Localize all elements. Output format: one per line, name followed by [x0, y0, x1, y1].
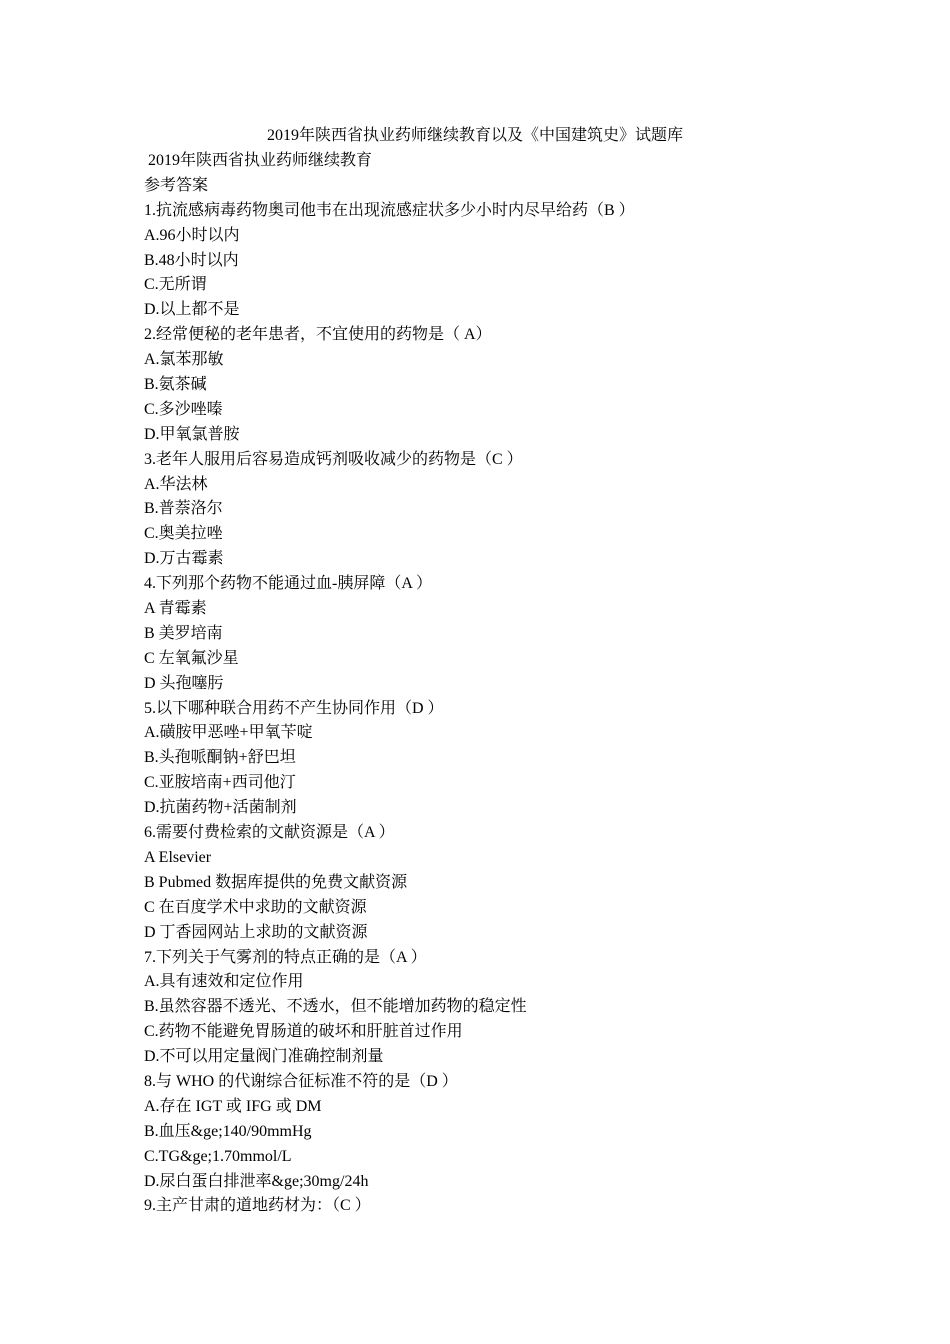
- question-text: 7.下列关于气雾剂的特点正确的是（A ）: [144, 948, 427, 966]
- option-text: C.TG&ge;1.70mmol/L: [144, 1147, 292, 1165]
- option-text: B.头孢哌酮钠+舒巴坦: [144, 749, 296, 767]
- question-text: 1.抗流感病毒药物奥司他韦在出现流感症状多少小时内尽早给药（B ）: [144, 201, 635, 219]
- option-text: C.亚胺培南+西司他汀: [144, 774, 296, 792]
- option-text: C.药物不能避免胃肠道的破坏和肝脏首过作用: [144, 1023, 463, 1041]
- question-text: 9.主产甘肃的道地药材为：（C ）: [144, 1197, 371, 1215]
- document-title: 2019年陕西省执业药师继续教育以及《中国建筑史》试题库: [266, 127, 683, 144]
- option-text: D 丁香园网站上求助的文献资源: [144, 923, 368, 941]
- option-text: B Pubmed 数据库提供的免费文献资源: [144, 873, 408, 891]
- option-text: C.无所谓: [144, 276, 207, 294]
- option-text: A.磺胺甲恶唑+甲氧苄啶: [144, 724, 313, 742]
- option-text: B.普萘洛尔: [144, 500, 223, 518]
- option-text: D.尿白蛋白排泄率&ge;30mg/24h: [144, 1172, 369, 1190]
- option-text: C.多沙唑嗪: [144, 400, 223, 418]
- question-text: 2.经常便秘的老年患者，不宜使用的药物是（ A）: [144, 326, 492, 344]
- answers-heading: 参考答案: [144, 176, 209, 194]
- question-text: 8.与 WHO 的代谢综合征标准不符的是（D ）: [144, 1072, 458, 1090]
- option-text: D.以上都不是: [144, 301, 240, 319]
- option-text: B.血压&ge;140/90mmHg: [144, 1122, 312, 1140]
- document-body: [144, 149, 844, 1219]
- option-text: A Elsevier: [144, 848, 212, 866]
- option-text: A.氯苯那敏: [144, 351, 224, 369]
- option-text: A.96小时以内: [144, 226, 240, 244]
- option-text: A 青霉素: [144, 600, 207, 618]
- option-text: A.具有速效和定位作用: [144, 973, 304, 991]
- option-text: A.华法林: [144, 475, 208, 493]
- option-text: D.万古霉素: [144, 550, 224, 568]
- question-text: 4.下列那个药物不能通过血-胰屏障（A ）: [144, 575, 433, 593]
- question-text: 3.老年人服用后容易造成钙剂吸收减少的药物是（C ）: [144, 450, 523, 468]
- option-text: B.48小时以内: [144, 251, 239, 269]
- question-text: 6.需要付费检索的文献资源是（A ）: [144, 824, 395, 842]
- question-text: 5.以下哪种联合用药不产生协同作用（D ）: [144, 699, 444, 717]
- option-text: B.氨茶碱: [144, 376, 207, 394]
- option-text: D 头孢噻肟: [144, 674, 224, 692]
- option-text: A.存在 IGT 或 IFG 或 DM: [144, 1097, 322, 1115]
- option-text: D.甲氧氯普胺: [144, 425, 240, 443]
- option-text: C 在百度学术中求助的文献资源: [144, 898, 367, 916]
- document-subtitle: 2019年陕西省执业药师继续教育: [148, 152, 373, 169]
- option-text: C.奥美拉唑: [144, 525, 223, 543]
- option-text: B.虽然容器不透光、不透水，但不能增加药物的稳定性: [144, 998, 527, 1016]
- option-text: D.抗菌药物+活菌制剂: [144, 799, 297, 817]
- option-text: D.不可以用定量阀门准确控制剂量: [144, 1048, 384, 1066]
- option-text: C 左氧氟沙星: [144, 649, 239, 667]
- option-text: B 美罗培南: [144, 624, 223, 642]
